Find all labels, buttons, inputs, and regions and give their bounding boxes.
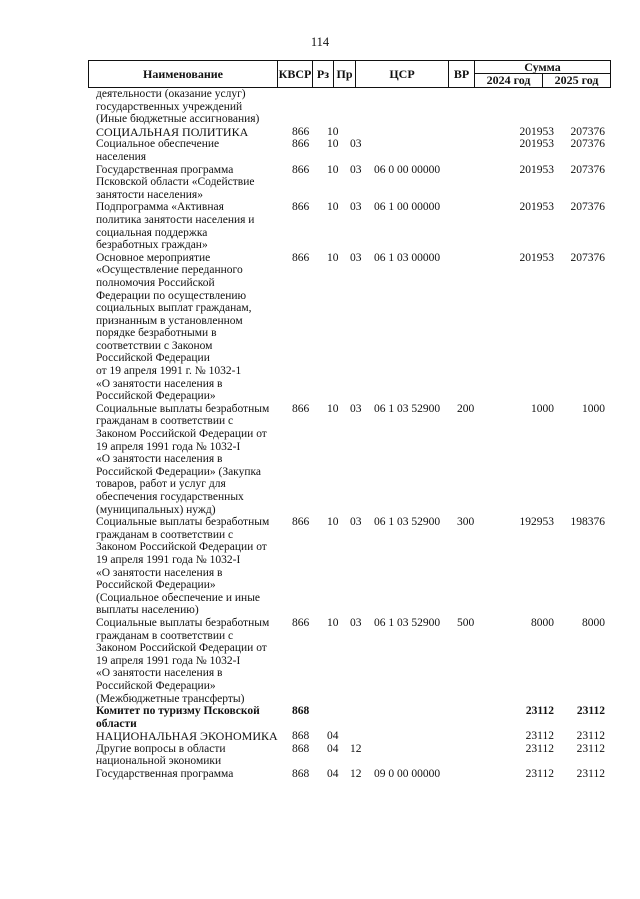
cell-sum-2025: 207376 xyxy=(570,138,605,151)
cell-rz: 10 xyxy=(327,138,339,151)
cell-csr: 06 1 00 00000 xyxy=(374,201,441,214)
table-row xyxy=(0,768,640,781)
cell-rz: 04 xyxy=(327,742,339,755)
table-row xyxy=(0,743,640,768)
cell-name: деятельности (оказание услуг) государственных учреждений (Иные бюджетные ассигнования) xyxy=(96,88,260,126)
table-row xyxy=(0,403,640,516)
cell-csr: 06 1 03 52900 xyxy=(374,616,441,629)
cell-kvsr: 866 xyxy=(292,163,310,176)
cell-rz: 10 xyxy=(327,251,339,264)
cell-sum-2024: 201953 xyxy=(519,125,554,138)
table-row xyxy=(0,730,640,743)
cell-sum-2024: 1000 xyxy=(531,402,554,415)
cell-sum-2025: 23112 xyxy=(576,705,605,718)
cell-kvsr: 866 xyxy=(292,201,310,214)
table-row xyxy=(0,617,640,705)
table-row xyxy=(0,126,640,139)
cell-pr: 03 xyxy=(350,516,362,529)
cell-name: Государственная программа xyxy=(96,768,234,781)
cell-name: Другие вопросы в области национальной экономики xyxy=(96,742,226,768)
header-kvsr: КВСР xyxy=(277,60,313,88)
cell-sum-2025: 207376 xyxy=(570,125,605,138)
cell-kvsr: 866 xyxy=(292,402,310,415)
cell-sum-2024: 201953 xyxy=(519,163,554,176)
cell-kvsr: 868 xyxy=(292,705,310,718)
cell-csr: 06 0 00 00000 xyxy=(374,163,441,176)
cell-sum-2024: 23112 xyxy=(525,768,554,781)
cell-pr: 12 xyxy=(350,742,362,755)
cell-name: НАЦИОНАЛЬНАЯ ЭКОНОМИКА xyxy=(96,729,278,744)
cell-pr: 03 xyxy=(350,616,362,629)
table-row xyxy=(0,201,640,251)
cell-name: Комитет по туризму Псковской области xyxy=(96,705,260,730)
cell-sum-2024: 201953 xyxy=(519,251,554,264)
cell-pr: 03 xyxy=(350,138,362,151)
table-header xyxy=(88,60,611,88)
header-name: Наименование xyxy=(88,60,278,88)
cell-kvsr: 866 xyxy=(292,251,310,264)
cell-rz: 04 xyxy=(327,730,339,743)
cell-sum-2024: 8000 xyxy=(531,616,554,629)
cell-sum-2025: 23112 xyxy=(576,730,605,743)
cell-kvsr: 868 xyxy=(292,742,310,755)
table-row xyxy=(0,138,640,163)
cell-sum-2025: 207376 xyxy=(570,201,605,214)
cell-rz: 04 xyxy=(327,768,339,781)
table-row xyxy=(0,705,640,730)
cell-sum-2024: 23112 xyxy=(525,742,554,755)
cell-sum-2024: 23112 xyxy=(525,730,554,743)
cell-pr: 12 xyxy=(350,768,362,781)
cell-name: Подпрограмма «Активная политика занятости населения и социальная поддержка безработных граждан» xyxy=(96,201,255,252)
cell-rz: 10 xyxy=(327,163,339,176)
cell-kvsr: 866 xyxy=(292,125,310,138)
cell-kvsr: 868 xyxy=(292,768,310,781)
cell-csr: 09 0 00 00000 xyxy=(374,768,441,781)
cell-name: Государственная программа Псковской области «Содействие занятости населения» xyxy=(96,163,255,201)
cell-vr: 300 xyxy=(457,516,475,529)
header-vr: ВР xyxy=(448,60,475,88)
cell-sum-2025: 23112 xyxy=(576,768,605,781)
cell-vr: 200 xyxy=(457,402,475,415)
cell-sum-2024: 192953 xyxy=(519,516,554,529)
cell-sum-2024: 201953 xyxy=(519,138,554,151)
cell-rz: 10 xyxy=(327,516,339,529)
cell-name: Социальные выплаты безработным гражданам в соответствии с Законом Российской Федерации от 19 апреля 1991 года № 1032-I «О занятости населения в Российской Федерации» (Закупка товаров, работ и услуг для обеспечения государственных (муниципальных) нужд) xyxy=(96,402,270,516)
cell-rz: 10 xyxy=(327,616,339,629)
cell-vr: 500 xyxy=(457,616,475,629)
cell-name: Социальное обеспечение населения xyxy=(96,138,220,163)
cell-csr: 06 1 03 52900 xyxy=(374,516,441,529)
table-row xyxy=(0,516,640,617)
header-2025: 2025 год xyxy=(542,73,611,88)
cell-csr: 06 1 03 52900 xyxy=(374,402,441,415)
header-pr: Пр xyxy=(333,60,356,88)
cell-name: Социальные выплаты безработным гражданам в соответствии с Законом Российской Федерации от 19 апреля 1991 года № 1032-I «О занятости населения в Российской Федерации» (Межбюджетные трансферты) xyxy=(96,616,270,705)
cell-sum-2025: 207376 xyxy=(570,163,605,176)
cell-sum-2025: 1000 xyxy=(582,402,605,415)
cell-pr: 03 xyxy=(350,251,362,264)
cell-sum-2025: 23112 xyxy=(576,742,605,755)
cell-rz: 10 xyxy=(327,201,339,214)
cell-sum-2024: 201953 xyxy=(519,201,554,214)
cell-pr: 03 xyxy=(350,402,362,415)
header-csr: ЦСР xyxy=(355,60,449,88)
cell-kvsr: 868 xyxy=(292,730,310,743)
table-body xyxy=(0,88,640,781)
cell-name: СОЦИАЛЬНАЯ ПОЛИТИКА xyxy=(96,124,249,139)
cell-rz: 10 xyxy=(327,402,339,415)
cell-rz: 10 xyxy=(327,125,339,138)
cell-sum-2025: 207376 xyxy=(570,251,605,264)
cell-csr: 06 1 03 00000 xyxy=(374,251,441,264)
cell-kvsr: 866 xyxy=(292,616,310,629)
cell-pr: 03 xyxy=(350,201,362,214)
cell-sum-2024: 23112 xyxy=(525,705,554,718)
header-rz: Рз xyxy=(312,60,334,88)
table-row xyxy=(0,252,640,403)
page-number: 114 xyxy=(310,35,330,49)
cell-sum-2025: 198376 xyxy=(570,516,605,529)
cell-sum-2025: 8000 xyxy=(582,616,605,629)
cell-kvsr: 866 xyxy=(292,516,310,529)
table-row xyxy=(0,88,640,126)
cell-kvsr: 866 xyxy=(292,138,310,151)
cell-name: Социальные выплаты безработным гражданам в соответствии с Законом Российской Федерации от 19 апреля 1991 года № 1032-I «О занятости населения в Российской Федерации» (Социальное обеспечение и иные выплаты населению) xyxy=(96,516,270,617)
cell-name: Основное мероприятие «Осуществление переданного полномочия Российской Федерации по осуществлению социальных выплат гражданам, признанным в установленном порядке безработными в соответствии с Законом Российской Федерации от 19 апреля 1991 г. № 1032-1 «О занятости населения в Российской Федерации» xyxy=(96,251,252,403)
cell-pr: 03 xyxy=(350,163,362,176)
table-row xyxy=(0,164,640,202)
header-sum: Сумма xyxy=(474,60,611,74)
header-2024: 2024 год xyxy=(474,73,543,88)
